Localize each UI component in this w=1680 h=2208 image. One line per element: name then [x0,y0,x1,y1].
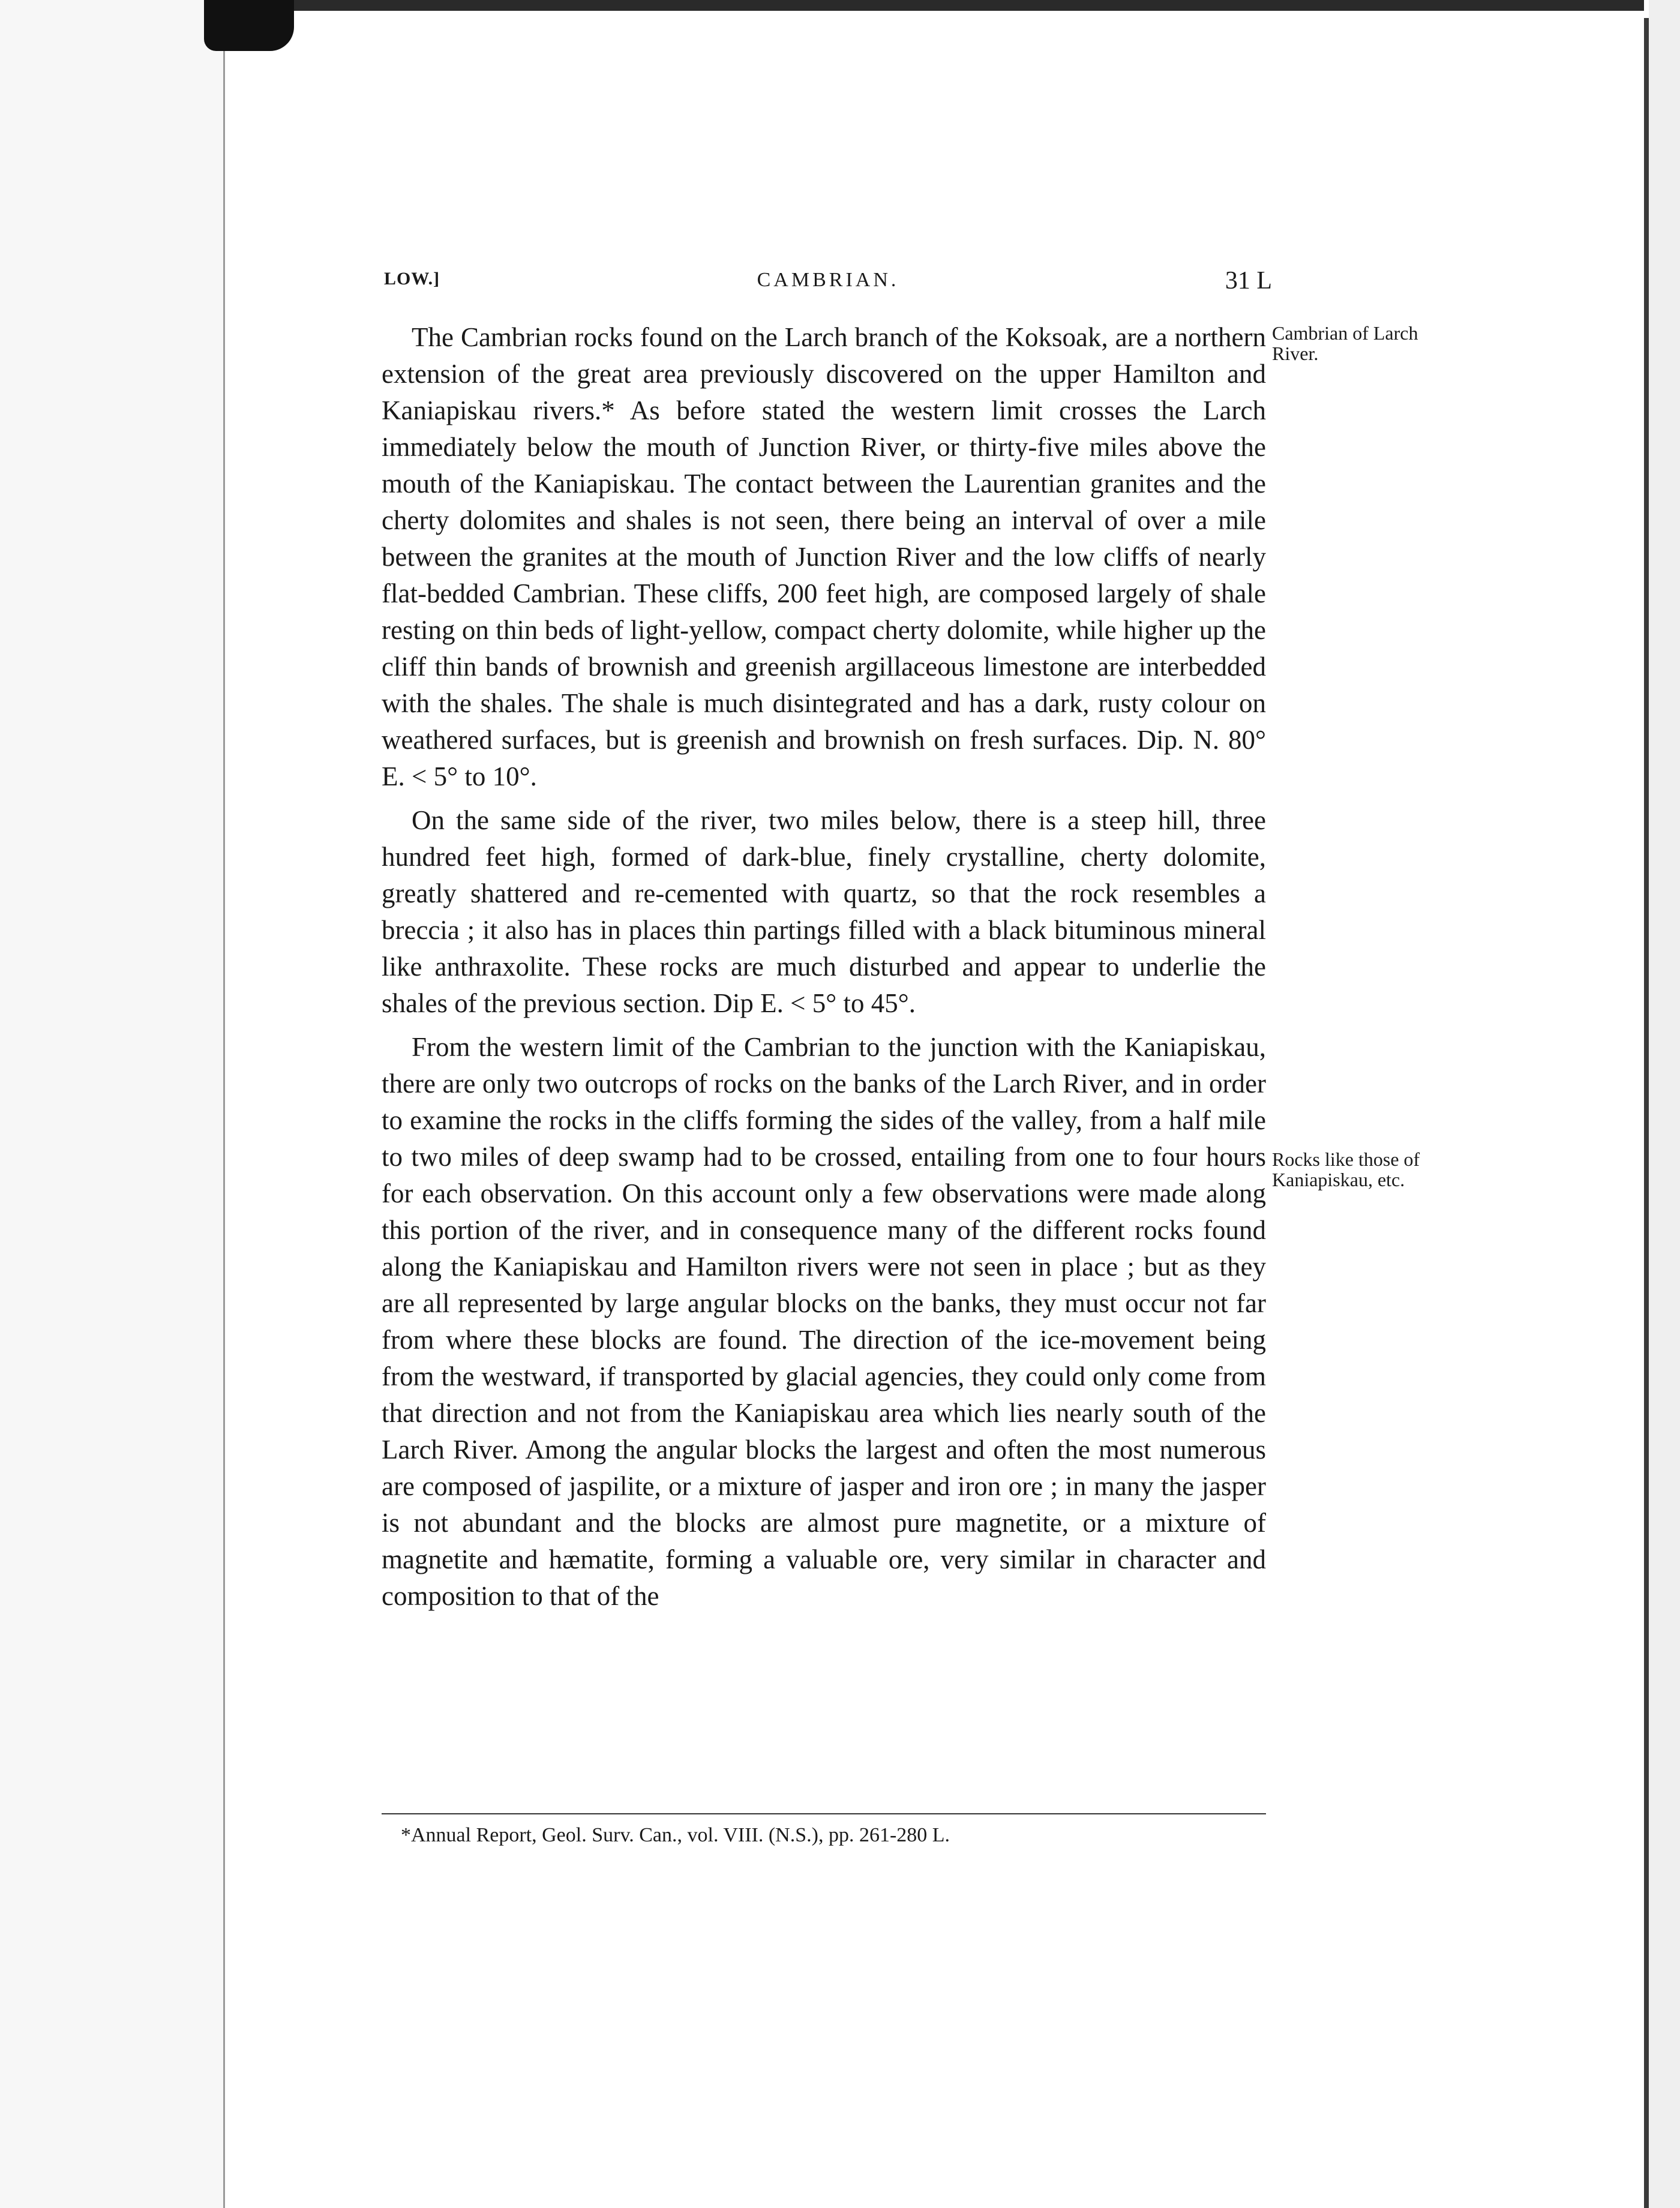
scan-corner-shadow [204,0,294,51]
running-head-title: CAMBRIAN. [757,269,899,291]
paragraph-2: On the same side of the river, two miles below, there is a steep hill, three hundred feet high, formed of dark-blue, finely crystalline, cherty dolomite, greatly shattered and re-cemented with quartz, so that the rock resembles a breccia ; it also has in places thin partings filled with a black bituminous mineral like anthraxolite. These rocks are much disturbed and appear to underlie the shales of the previous section. Dip E. < 5° to 45°. [382,805,1266,1018]
body-text [382,319,1266,1622]
running-header [384,264,1272,300]
scan-top-shadow [204,0,1644,11]
scan-right-margin [1649,0,1680,2208]
facing-page-edge [0,0,225,2208]
running-head-author: LOW.] [384,269,440,289]
margin-note-rocks-like: Rocks like those of Kaniapiskau, etc. [1272,1148,1420,1190]
margin-note-cambrian-larch: Cambrian of Larch River. [1272,322,1418,364]
paragraph-1: The Cambrian rocks found on the Larch branch of the Koksoak, are a northern extension of the great area previously discovered on the upper Hamilton and Kaniapiskau rivers.* As before stated the western limit crosses the Larch immediately below the mouth of Junction River, or thirty-five miles above the mouth of the Kaniapiskau. The contact between the Laurentian granites and the cherty dolomites and shales is not seen, there being an interval of over a mile between the granites at the mouth of Junction River and the low cliffs of nearly flat-bedded Cambrian. These cliffs, 200 feet high, are composed largely of shale resting on thin beds of light-yellow, compact cherty dolomite, while higher up the cliff thin bands of brownish and greenish argillaceous limestone are interbedded with the shales. The shale is much disintegrated and has a dark, rusty colour on weathered surfaces, but is greenish and brownish on fresh surfaces. Dip. N. 80° E. < 5° to 10°. [382,322,1266,791]
page-number: 31 L [1225,267,1272,295]
footnote: *Annual Report, Geol. Surv. Can., vol. VIII. (N.S.), pp. 261-280 L. [401,1824,950,1846]
paragraph-3: From the western limit of the Cambrian to the junction with the Kaniapiskau, there are only two outcrops of rocks on the banks of the Larch River, and in order to examine the rocks in the cliffs forming the sides of the valley, from a half mile to two miles of deep swamp had to be crossed, entailing from one to four hours for each observation. On this account only a few observations were made along this portion of the river, and in consequence many of the different rocks found along the Kaniapiskau and Hamilton rivers were not seen in place ; but as they are all represented by large angular blocks on the banks, they must occur not far from where these blocks are found. The direction of the ice-movement being from the westward, if transported by glacial agencies, they could only come from that direction and not from the Kaniapiskau area which lies nearly south of the Larch River. Among the angular blocks the largest and often the most numerous are composed of jaspilite, or a mixture of jasper and iron ore ; in many the jasper is not abundant and the blocks are almost pure magnetite, or a mixture of magnetite and hæmatite, forming a valuable ore, very similar in character and composition to that of the [382,1032,1266,1611]
page-right-edge [1644,18,1649,2208]
footnote-divider [382,1813,1266,1814]
